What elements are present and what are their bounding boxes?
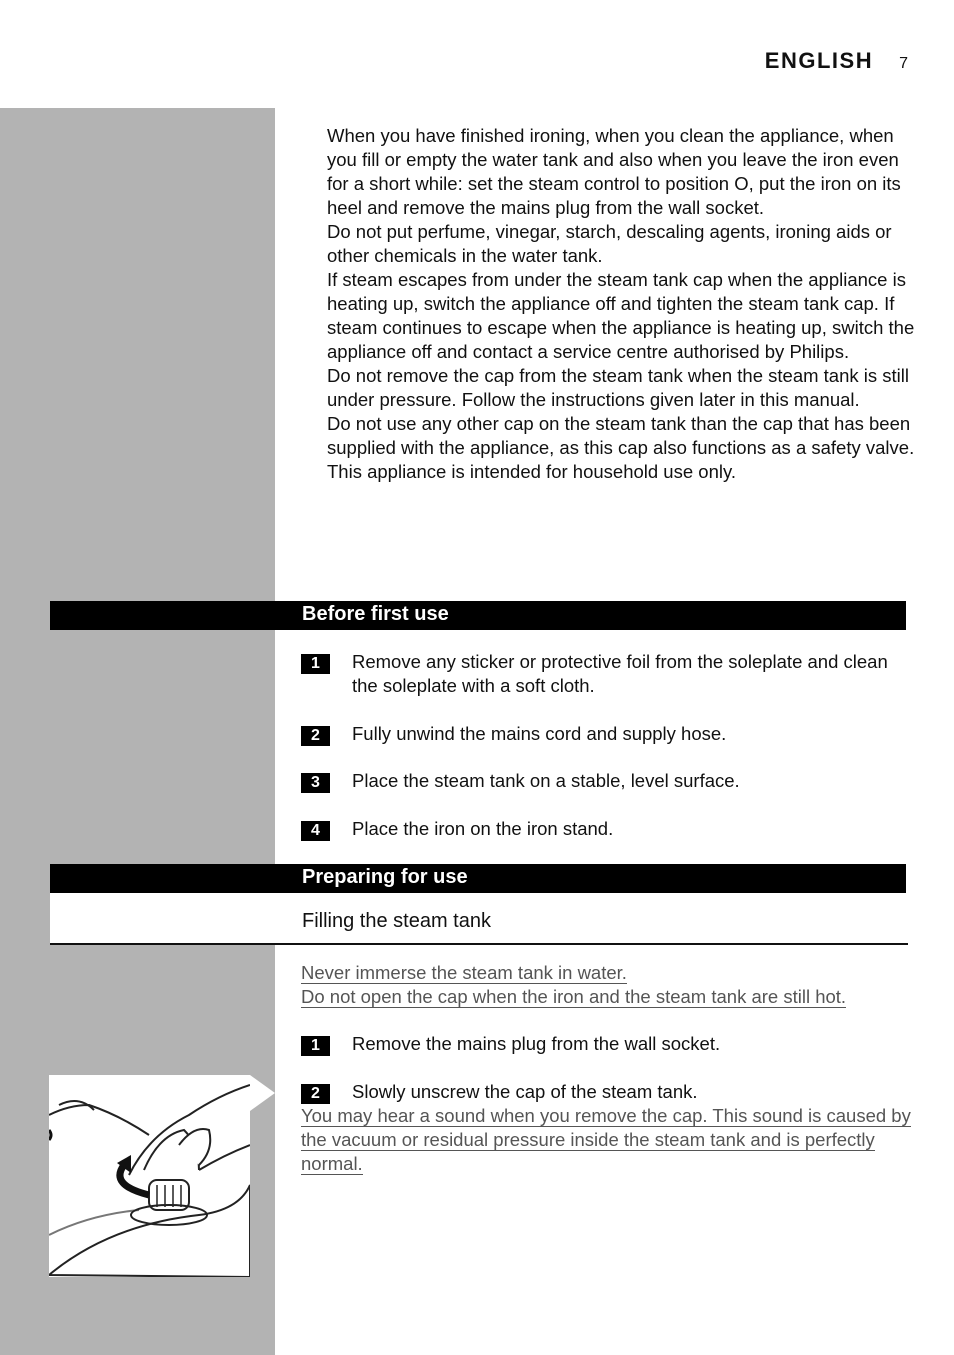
cap-unscrew-illustration [49,1075,250,1277]
section-heading-before-first-use [50,601,906,630]
step-item [301,1080,911,1104]
safety-paragraphs [327,124,917,484]
paragraph: Do not use any other cap on the steam tank than the cap that has been supplied with the appliance, as this cap also functions as a safety valve. [327,413,915,458]
step-item [301,650,911,698]
paragraph: If steam escapes from under the steam tank cap when the appliance is heating up, switch the appliance off and tighten the steam tank cap. If steam continues to escape when the appliance is heating up, switch the appliance off and contact a service centre authorised by Philips. [327,269,915,362]
illustration-pointer [250,1075,275,1111]
paragraph: When you have finished ironing, when you clean the appliance, when you fill or empty the water tank and also when you leave the iron even for a short while: set the steam control to position O, put the iron on its heel and remove the mains plug from the wall socket. [327,125,901,218]
note-text: You may hear a sound when you remove the cap. This sound is caused by the vacuum or residual pressure inside the steam tank and is perfectly normal. [301,1105,911,1174]
language-label: ENGLISH [764,48,874,73]
page-header [765,48,908,74]
step-text: Fully unwind the mains cord and supply hose. [352,723,727,744]
step-text: Place the iron on the iron stand. [352,818,614,839]
section-title: Before first use [302,603,449,625]
subheading: Filling the steam tank [302,910,491,932]
step-item [301,769,911,793]
page-number: 7 [899,55,908,72]
section-heading-preparing-for-use [50,864,906,893]
section-title: Preparing for use [302,866,468,888]
step-text: Slowly unscrew the cap of the steam tank. [352,1081,698,1102]
step-number: 1 [301,1036,330,1056]
warning-text: Do not open the cap when the iron and the steam tank are still hot. [301,986,847,1007]
step-text: Remove the mains plug from the wall socket. [352,1033,721,1054]
step-text: Place the steam tank on a stable, level surface. [352,770,740,791]
warning-block [301,961,911,1009]
step-item [301,817,911,841]
step-item [301,1032,911,1056]
step-number: 3 [301,773,330,793]
step-text: Remove any sticker or protective foil from the soleplate and clean the soleplate with a soft cloth. [352,651,888,696]
step-number: 4 [301,821,330,841]
warning-text: Never immerse the steam tank in water. [301,962,627,983]
paragraph: Do not put perfume, vinegar, starch, descaling agents, ironing aids or other chemicals in the water tank. [327,221,892,266]
subheading-margin [50,893,275,943]
step-number: 2 [301,1084,330,1104]
step-number: 1 [301,654,330,674]
step-item [301,722,911,746]
note-block [301,1104,911,1176]
paragraph: This appliance is intended for household use only. [327,461,736,482]
subheading-rule [50,943,908,945]
step-number: 2 [301,726,330,746]
paragraph: Do not remove the cap from the steam tank when the steam tank is still under pressure. Follow the instructions given later in this manual. [327,365,909,410]
